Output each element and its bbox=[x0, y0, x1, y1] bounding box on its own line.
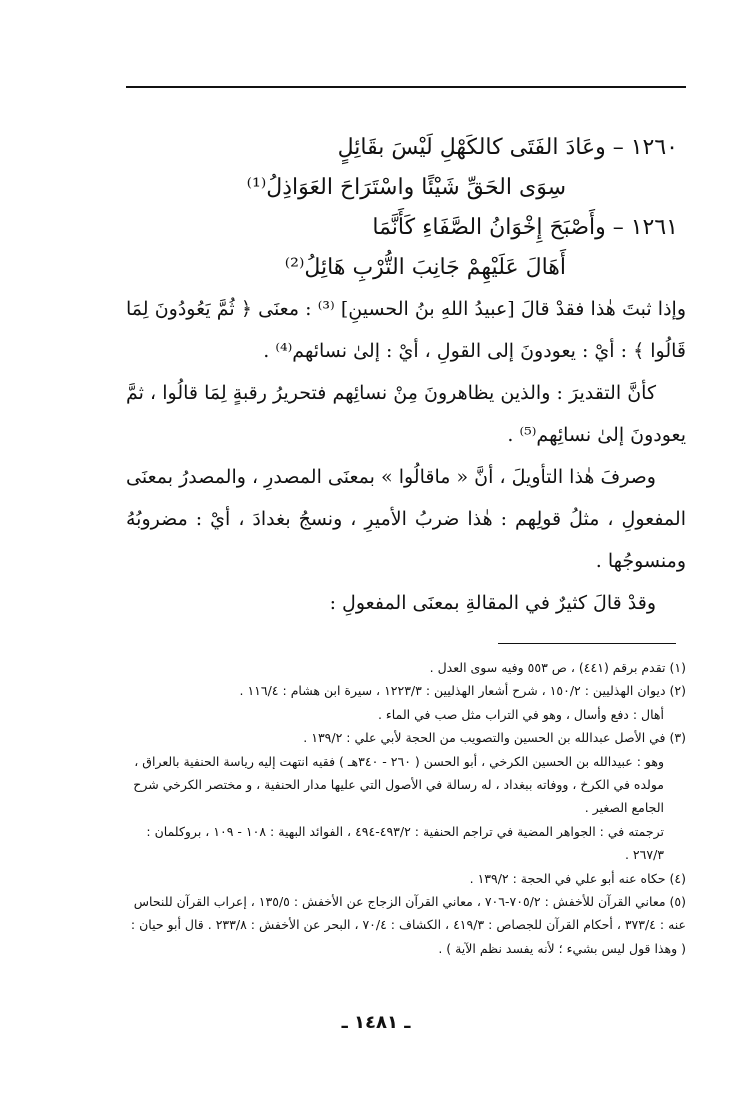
footnote: (٤) حكاه عنه أبو علي في الحجة : ١٣٩/٢ . bbox=[469, 870, 686, 886]
verse-line: أَهَالَ عَلَيْهِمْ جَانِبَ التُّرْبِ هَائِلُ⁽²⁾ bbox=[284, 255, 566, 280]
paragraph: كأنَّ التقديرَ : والذين يظاهرونَ مِنْ نسائِهم فتحريرُ رقبةٍ لِمَا قالُوا ، ثمَّ يعودونَ إلىٰ نسائِهم⁽⁵⁾ . bbox=[126, 382, 686, 446]
verse-line: ١٢٦٠ – وعَادَ الفَتَى كالكَهْلِ لَيْسَ بقَائِلٍ bbox=[337, 135, 678, 160]
footnote-continuation: أهال : دفع وأسال ، وهو في التراب مثل صب في الماء . bbox=[377, 706, 664, 722]
page-number: ـ ١٤٨١ ـ bbox=[341, 1012, 411, 1033]
paragraph: وصرفَ هٰذا التأويلَ ، أنَّ « ماقالُوا » بمعنَى المصدرِ ، والمصدرُ بمعنَى المفعولِ ، مثلُ قولِهم : هٰذا ضربُ الأميرِ ، ونسجُ بغدادَ ، أيْ : مضروبُهُ ومنسوجُها . bbox=[126, 466, 686, 572]
footnote: (٥) معاني القرآن للأخفش : ٧٠٥/٢-٧٠٦ ، معاني القرآن الزجاج عن الأخفش : ١٣٥/٥ ، إعراب القرآن للنحاس عنه : ٣٧٣/٤ ، أحكام القرآن للجصاص : ٤١٩/٣ ، الكشاف : ٧٠/٤ ، البحر عن الأخفش : ٢٣٣/٨ . قال أبو حيان : ( وهذا قول ليس بشيء ؛ لأنه يفسد نظم الآية ) . bbox=[130, 894, 686, 956]
footnote-continuation: ترجمته في : الجواهر المضية في تراجم الحنفية : ٤٩٣/٢-٤٩٤ ، الفوائد البهية : ١٠٨ - ١٠٩ ، بروكلمان : ٢٦٧/٣ . bbox=[146, 823, 664, 863]
verse-line: سِوَى الحَقِّ شَيْئًا واسْتَرَاحَ العَوَاذِلُ⁽¹⁾ bbox=[246, 175, 566, 200]
paragraph: وقدْ قالَ كثيرٌ في المقالةِ بمعنَى المفعولِ : bbox=[329, 592, 656, 614]
main-text bbox=[126, 128, 686, 624]
footnote: (٢) ديوان الهذليين : ١٥٠/٢ ، شرح أشعار الهذليين : ١٢٢٣/٣ ، سيرة ابن هشام : ١١٦/٤ . bbox=[239, 683, 686, 699]
paragraph: وإذا ثبتَ هٰذا فقدْ قالَ [عبيدُ اللهِ بنُ الحسينِ] ⁽³⁾ : معنَى ﴿ ثُمَّ يَعُودُونَ لِمَا قَالُوا ﴾ : أيْ : يعودونَ إلى القولِ ، أيْ : إلىٰ نسائهم⁽⁴⁾ . bbox=[126, 298, 686, 362]
verse-line: ١٢٦١ – وأَصْبَحَ إِخْوَانُ الصَّفَاءِ كَأَنَّمَا bbox=[372, 215, 678, 240]
footnotes bbox=[126, 656, 686, 960]
footnote: (٣) في الأصل عبدالله بن الحسين والتصويب من الحجة لأبي علي : ١٣٩/٢ . bbox=[303, 730, 686, 746]
header-rule bbox=[126, 86, 686, 88]
footnote-rule bbox=[498, 643, 676, 644]
footnote: (١) تقدم برقم (٤٤١) ، ص ٥٥٣ وفيه سوى العدل . bbox=[429, 660, 686, 675]
footnote-continuation: وهو : عبيدالله بن الحسين الكرخي ، أبو الحسن ( ٢٦٠ - ٣٤٠هـ ) فقيه انتهت إليه رياسة الحنفية بالعراق ، مولده في الكرخ ، ووفاته ببغداد ، له رسالة في الأصول التي عليها مدار الحنفية ، و مختصر الكرخي شرح الجامع الصغير . bbox=[133, 753, 664, 816]
